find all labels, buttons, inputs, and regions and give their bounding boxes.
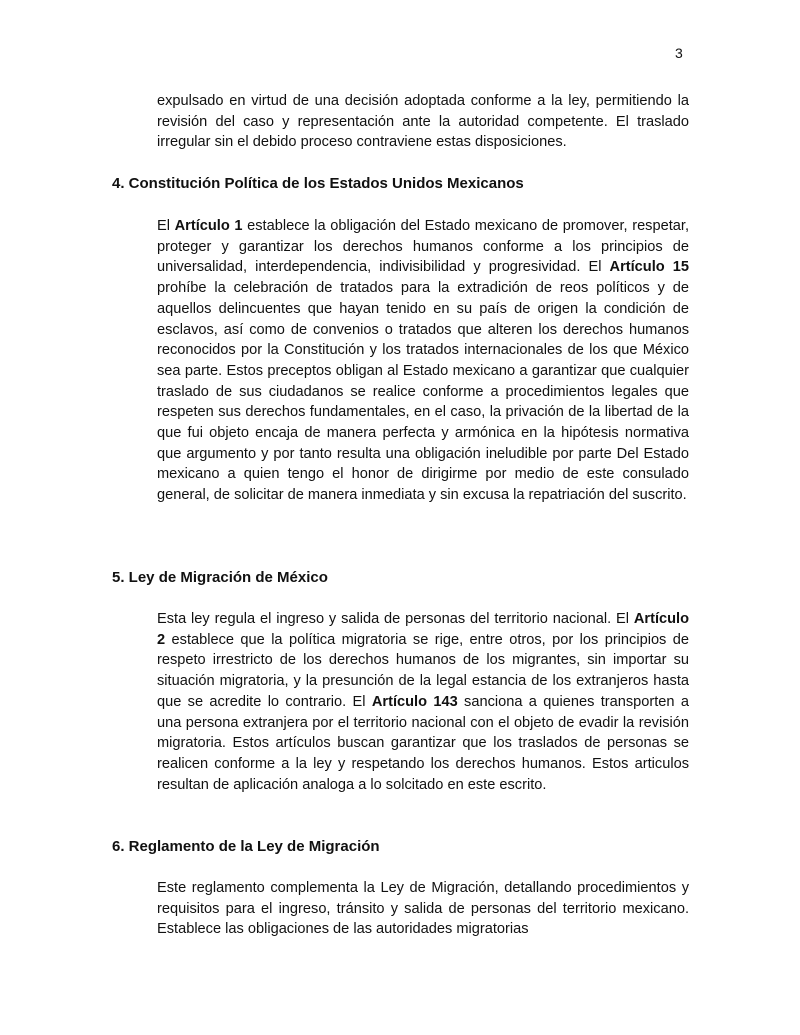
intro-paragraph: expulsado en virtud de una decisión adoptada conforme a la ley, permitiendo la revisión del caso y representación ante la autoridad competente. El traslado irregular sin el debido proceso contraviene estas disposiciones. <box>157 93 689 151</box>
text-run: El <box>157 218 175 234</box>
article-ref: Artículo 143 <box>371 693 458 710</box>
article-ref: Artículo 15 <box>609 259 690 276</box>
text-run: prohíbe la celebración de tratados para la extradición de reos políticos y de aquellos delincuentes que hayan tenido en su país de origen la condición de esclavos, así como de convenios o tratados que alteren los derechos humanos reconocidos por la Constitución y los tratados internacionales de los que México sea parte. Estos preceptos obligan al Estado mexicano a garantizar que cualquier traslado de sus ciudadanos se realice conforme a procedimientos legales que respeten sus derechos fundamentales, en el caso, la privación de la libertad de la que fui objeto encaja de manera perfecta y armónica en la hipótesis normativa que argumento y por tanto resulta una obligación ineludible por parte Del Estado mexicano a quien tengo el honor de dirigirme por medio de este consulado general, de solicitar de manera inmediata y sin excusa la repatriación del suscrito. <box>157 280 689 504</box>
section-heading-5: 5. Ley de Migración de México <box>112 569 328 586</box>
text-run: establece que la política migratoria se rige, entre otros, por los principios de respeto irrestricto de los derechos humanos de los migrantes, sin importar su situación migratoria, y la presunción de la legal estancia de los extranjeros hasta que se acredite lo contrario. El <box>157 631 689 710</box>
section-5-paragraph <box>157 609 689 795</box>
article-ref: Artículo 1 <box>174 218 243 234</box>
text-run: Esta ley regula el ingreso y salida de personas del territorio nacional. El <box>157 611 634 627</box>
text-run: sanciona a quienes transporten a una persona extranjera por el territorio nacional con el objeto de evadir la revisión migratoria. Estos artículos buscan garantizar que los traslados de personas se realicen conforme a la ley y respetando los derechos humanos. Estos articulos resultan de aplicación analoga a lo solcitado en este escrito. <box>157 693 689 793</box>
section-6-paragraph: Este reglamento complementa la Ley de Migración, detallando procedimientos y requisitos para el ingreso, tránsito y salida de personas del territorio mexicano. Establece las obligaciones de las autoridades migratorias <box>157 880 689 938</box>
section-heading-6: 6. Reglamento de la Ley de Migración <box>112 838 380 855</box>
section-heading-4: 4. Constitución Política de los Estados Unidos Mexicanos <box>112 175 524 192</box>
page-number: 3 <box>675 45 683 61</box>
article-ref: Artículo 2 <box>157 611 689 648</box>
text-run: establece la obligación del Estado mexicano de promover, respetar, proteger y garantizar los derechos humanos conforme a los principios de universalidad, interdependencia, indivisibilidad y progresividad. El <box>157 218 689 276</box>
section-4-paragraph <box>157 216 689 506</box>
